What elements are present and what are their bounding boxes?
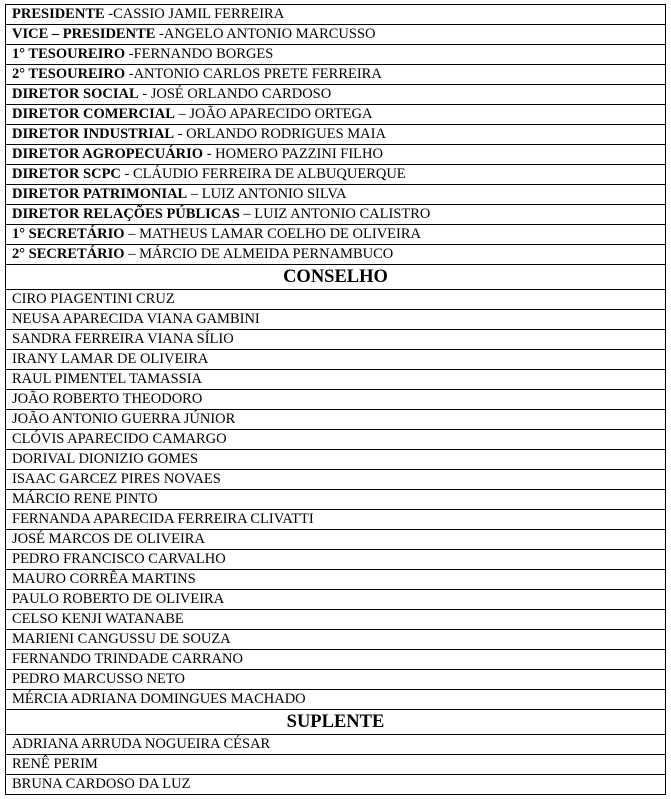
member-row [6,510,666,530]
director-role: 2° TESOUREIRO [12,66,126,82]
conselho-member: JOSÉ MARCOS DE OLIVEIRA [6,530,666,550]
conselho-member: RAUL PIMENTEL TAMASSIA [6,370,666,390]
director-cell [6,165,666,185]
director-name: - HOMERO PAZZINI FILHO [203,146,383,162]
director-role: 1° TESOUREIRO [12,46,126,62]
director-row [6,5,666,25]
director-role: DIRETOR AGROPECUÁRIO [12,146,204,162]
member-row [6,650,666,670]
director-name: -ANTONIO CARLOS PRETE FERREIRA [125,66,382,82]
member-row [6,775,666,795]
director-name: -CASSIO JAMIL FERREIRA [104,6,285,22]
director-role: DIRETOR RELAÇÕES PÚBLICAS [12,206,240,222]
conselho-member: DORIVAL DIONIZIO GOMES [6,450,666,470]
suplente-heading: SUPLENTE [6,710,666,735]
member-row [6,690,666,710]
director-cell [6,125,666,145]
director-name: – JOÃO APARECIDO ORTEGA [174,106,373,122]
conselho-member: CIRO PIAGENTINI CRUZ [6,290,666,310]
director-cell [6,225,666,245]
conselho-member: CLÓVIS APARECIDO CAMARGO [6,430,666,450]
director-row [6,65,666,85]
director-row [6,185,666,205]
director-role: PRESIDENTE [12,6,105,22]
conselho-heading: CONSELHO [6,265,666,290]
conselho-member: PEDRO FRANCISCO CARVALHO [6,550,666,570]
director-name: – LUIZ ANTONIO CALISTRO [239,206,431,222]
director-cell [6,45,666,65]
member-row [6,450,666,470]
director-cell [6,105,666,125]
director-cell [6,5,666,25]
director-name: -ANGELO ANTONIO MARCUSSO [155,26,376,42]
member-row [6,735,666,755]
member-row [6,430,666,450]
document-sheet [5,4,666,795]
director-row [6,45,666,65]
conselho-member: SANDRA FERREIRA VIANA SÍLIO [6,330,666,350]
member-row [6,370,666,390]
conselho-member: MÁRCIO RENE PINTO [6,490,666,510]
conselho-member: FERNANDA APARECIDA FERREIRA CLIVATTI [6,510,666,530]
director-name: - JOSÉ ORLANDO CARDOSO [138,86,332,102]
director-cell [6,65,666,85]
conselho-member: MÉRCIA ADRIANA DOMINGUES MACHADO [6,690,666,710]
conselho-member: PEDRO MARCUSSO NETO [6,670,666,690]
director-role: 2° SECRETÁRIO [12,246,125,262]
conselho-member: PAULO ROBERTO DE OLIVEIRA [6,590,666,610]
conselho-member: JOÃO ROBERTO THEODORO [6,390,666,410]
director-row [6,125,666,145]
member-row [6,755,666,775]
suplente-heading-row [6,710,666,735]
member-row [6,410,666,430]
conselho-member: FERNANDO TRINDADE CARRANO [6,650,666,670]
member-row [6,550,666,570]
conselho-member: MAURO CORRÊA MARTINS [6,570,666,590]
conselho-member: MARIENI CANGUSSU DE SOUZA [6,630,666,650]
director-cell [6,85,666,105]
director-role: DIRETOR PATRIMONIAL [12,186,188,202]
member-row [6,290,666,310]
director-cell [6,25,666,45]
conselho-member: JOÃO ANTONIO GUERRA JÚNIOR [6,410,666,430]
member-row [6,490,666,510]
director-cell [6,245,666,265]
director-role: VICE – PRESIDENTE [12,26,156,42]
suplente-member: BRUNA CARDOSO DA LUZ [6,775,666,795]
director-name: – MÁRCIO DE ALMEIDA PERNAMBUCO [124,246,394,262]
conselho-member: ISAAC GARCEZ PIRES NOVAES [6,470,666,490]
board-table-body [6,5,666,795]
director-role: DIRETOR SOCIAL [12,86,139,102]
director-role: 1° SECRETÁRIO [12,226,125,242]
director-name: -FERNANDO BORGES [125,46,274,62]
director-role: DIRETOR COMERCIAL [12,106,175,122]
director-row [6,205,666,225]
director-name: - CLÁUDIO FERREIRA DE ALBUQUERQUE [120,166,406,182]
director-row [6,105,666,125]
member-row [6,330,666,350]
suplente-member: RENÊ PERIM [6,755,666,775]
member-row [6,310,666,330]
conselho-heading-row [6,265,666,290]
conselho-member: CELSO KENJI WATANABE [6,610,666,630]
conselho-member: IRANY LAMAR DE OLIVEIRA [6,350,666,370]
director-role: DIRETOR INDUSTRIAL [12,126,175,142]
director-cell [6,205,666,225]
director-row [6,165,666,185]
director-name: – LUIZ ANTONIO SILVA [187,186,347,202]
director-cell [6,185,666,205]
member-row [6,530,666,550]
director-name: - ORLANDO RODRIGUES MAIA [174,126,386,142]
director-name: – MATHEUS LAMAR COELHO DE OLIVEIRA [124,226,421,242]
director-row [6,245,666,265]
board-table [5,4,666,795]
director-row [6,145,666,165]
member-row [6,470,666,490]
suplente-member: ADRIANA ARRUDA NOGUEIRA CÉSAR [6,735,666,755]
member-row [6,630,666,650]
member-row [6,350,666,370]
director-row [6,25,666,45]
conselho-member: NEUSA APARECIDA VIANA GAMBINI [6,310,666,330]
member-row [6,590,666,610]
director-row [6,85,666,105]
director-role: DIRETOR SCPC [12,166,121,182]
member-row [6,570,666,590]
director-row [6,225,666,245]
member-row [6,390,666,410]
member-row [6,670,666,690]
member-row [6,610,666,630]
director-cell [6,145,666,165]
